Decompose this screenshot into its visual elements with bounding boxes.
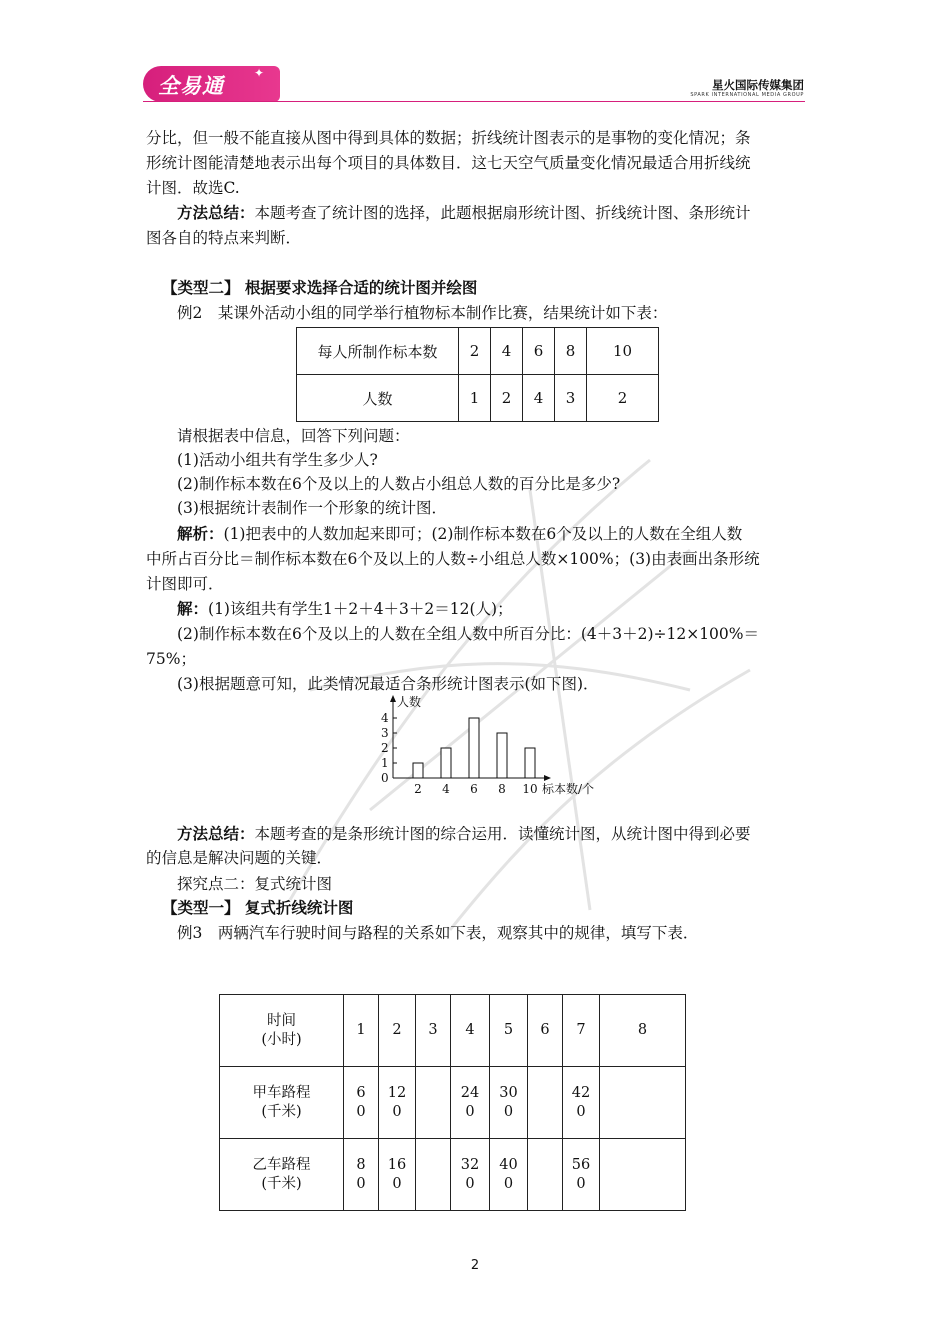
- brand-name: 星火国际传媒集团: [712, 78, 804, 92]
- distance-table: [219, 994, 686, 1211]
- table-cell: 8: [555, 328, 587, 375]
- table-cell: [490, 1139, 528, 1211]
- example-2-intro: 例2 某课外活动小组的同学举行植物标本制作比赛，结果统计如下表：: [177, 304, 668, 322]
- table-cell: [600, 1067, 686, 1139]
- table-cell: 2: [587, 375, 659, 422]
- question-intro: 请根据表中信息，回答下列问题：: [177, 427, 410, 445]
- text-line: 图各自的特点来判断．: [146, 229, 302, 247]
- cell-line: 0: [503, 1103, 514, 1120]
- cell-line: (千米): [261, 1103, 302, 1120]
- text-line: (2)制作标本数在6个及以上的人数在全组人数中所百分比：(4＋3＋2)÷12×100%＝: [177, 625, 760, 643]
- table-cell: 2: [491, 375, 523, 422]
- text-line: 形统计图能清楚地表示出每个项目的具体数目．这七天空气质量变化情况最适合用折线统: [146, 154, 751, 172]
- cell-line: 0: [576, 1175, 586, 1192]
- analysis-label: 解析：: [177, 525, 224, 543]
- bar: [413, 763, 423, 778]
- table-cell: [563, 1139, 600, 1211]
- x-tick-label: 4: [442, 782, 450, 796]
- cell-line: (小时): [261, 1031, 302, 1048]
- question-2: (2)制作标本数在6个及以上的人数占小组总人数的百分比是多少?: [177, 475, 621, 493]
- table-cell: 6: [528, 995, 563, 1067]
- table-cell: [600, 1139, 686, 1211]
- x-tick-label: 8: [498, 782, 506, 796]
- method-summary-label: 方法总结：: [177, 825, 255, 843]
- question-1: (1)活动小组共有学生多少人?: [177, 451, 378, 469]
- table-cell: 人数: [297, 375, 459, 422]
- text-line: (3)根据题意可知，此类情况最适合条形统计图表示(如下图)．: [177, 675, 599, 693]
- cell-line: 0: [356, 1103, 366, 1120]
- example-3-intro: 例3 两辆汽车行驶时间与路程的关系如下表，观察其中的规律，填写下表．: [177, 924, 699, 942]
- text-line: 分比，但一般不能直接从图中得到具体的数据；折线统计图表示的是事物的变化情况；条: [146, 129, 751, 147]
- table-cell: [416, 1139, 451, 1211]
- page-number: 2: [470, 1258, 480, 1273]
- method-summary-label: 方法总结：: [177, 204, 255, 222]
- table-cell: 每人所制作标本数: [297, 328, 459, 375]
- cell-line: 24: [460, 1084, 480, 1101]
- cell-line: 甲车路程: [252, 1084, 311, 1101]
- cell-line: 乙车路程: [252, 1156, 311, 1173]
- text-line: 中所占百分比＝制作标本数在6个及以上的人数÷小组总人数×100%；(3)由表画出条形统: [146, 550, 760, 568]
- bar-chart: [360, 694, 610, 800]
- table-cell: 2: [379, 995, 416, 1067]
- cell-line: 时间: [267, 1012, 296, 1029]
- solution-text: (1)该组共有学生1＋2＋4＋3＋2＝12(人)；: [208, 600, 513, 618]
- cell-line: (千米): [261, 1175, 302, 1192]
- table-cell: [490, 1067, 528, 1139]
- cell-line: 0: [392, 1175, 402, 1192]
- table-cell: [451, 1139, 490, 1211]
- table-row: [220, 1139, 686, 1211]
- bar: [469, 718, 479, 778]
- text-line: 计图即可．: [146, 575, 224, 593]
- analysis-line: [177, 522, 742, 546]
- bar-group: [413, 718, 535, 778]
- table-row: [220, 995, 686, 1067]
- table-cell: [379, 1139, 416, 1211]
- x-tick-label: 10: [522, 782, 538, 796]
- table-cell: 1: [459, 375, 491, 422]
- method-summary-text: 本题考查了统计图的选择，此题根据扇形统计图、折线统计图、条形统计: [254, 204, 751, 222]
- table-cell: 4: [523, 375, 555, 422]
- header-divider: [143, 101, 805, 102]
- method-summary-line: [177, 822, 751, 846]
- table-cell: [220, 1139, 344, 1211]
- bar: [525, 748, 535, 778]
- table-cell: [416, 1067, 451, 1139]
- cell-line: 0: [576, 1103, 586, 1120]
- table-cell: [528, 1067, 563, 1139]
- table-cell: [220, 995, 344, 1067]
- text-line: 计图．故选C.: [146, 179, 240, 197]
- y-tick-label: 3: [381, 726, 389, 740]
- cell-line: 56: [571, 1156, 591, 1173]
- analysis-text: (1)把表中的人数加起来即可；(2)制作标本数在6个及以上的人数在全组人数: [223, 525, 743, 543]
- x-axis-label: 标本数/个: [542, 782, 595, 796]
- bar: [497, 733, 507, 778]
- table-cell: [220, 1067, 344, 1139]
- y-tick-label: 0: [381, 771, 389, 785]
- y-tick-label: 1: [381, 756, 389, 770]
- table-cell: [344, 1067, 379, 1139]
- cell-line: 0: [356, 1175, 366, 1192]
- table-cell: 2: [459, 328, 491, 375]
- table-cell: 4: [491, 328, 523, 375]
- table-cell: 8: [600, 995, 686, 1067]
- y-tick-group: [381, 711, 397, 785]
- solution-line: [177, 597, 513, 621]
- explore-point-title: 探究点二：复式统计图: [177, 875, 333, 893]
- bar: [441, 748, 451, 778]
- section-title-type2: 【类型二】 根据要求选择合适的统计图并绘图: [162, 279, 478, 297]
- cell-line: 16: [387, 1156, 407, 1173]
- cell-line: 0: [503, 1175, 514, 1192]
- specimen-table: [296, 327, 659, 422]
- table-cell: 3: [555, 375, 587, 422]
- question-3: (3)根据统计表制作一个形象的统计图．: [177, 499, 447, 517]
- cell-line: 0: [392, 1103, 402, 1120]
- cell-line: 32: [460, 1156, 480, 1173]
- table-cell: 6: [523, 328, 555, 375]
- table-cell: 1: [344, 995, 379, 1067]
- y-tick-label: 4: [381, 711, 389, 725]
- brand-subtitle: SPARK INTERNATIONAL MEDIA GROUP: [690, 92, 804, 98]
- x-tick-label: 6: [470, 782, 478, 796]
- table-cell: 4: [451, 995, 490, 1067]
- solution-label: 解：: [177, 600, 209, 618]
- cell-line: 30: [499, 1084, 518, 1101]
- table-cell: 5: [490, 995, 528, 1067]
- section-title-type1: 【类型一】 复式折线统计图: [162, 899, 354, 917]
- text-line: 的信息是解决问题的关键．: [146, 849, 333, 867]
- x-tick-group: [414, 782, 537, 796]
- table-row: [220, 1067, 686, 1139]
- cell-line: 12: [387, 1084, 407, 1101]
- cell-line: 6: [356, 1084, 366, 1101]
- cell-line: 0: [465, 1103, 475, 1120]
- method-summary-text: 本题考查的是条形统计图的综合运用．读懂统计图，从统计图中得到必要: [254, 825, 751, 843]
- y-axis-arrow: [390, 695, 396, 702]
- cell-line: 8: [356, 1156, 366, 1173]
- table-cell: [451, 1067, 490, 1139]
- table-cell: 10: [587, 328, 659, 375]
- table-row: [297, 375, 659, 422]
- table-cell: 7: [563, 995, 600, 1067]
- y-tick-label: 2: [381, 741, 389, 755]
- table-cell: [379, 1067, 416, 1139]
- cell-line: 42: [571, 1084, 591, 1101]
- x-tick-label: 2: [414, 782, 422, 796]
- table-cell: [344, 1139, 379, 1211]
- method-summary-line: [177, 201, 751, 225]
- table-cell: [563, 1067, 600, 1139]
- sparkle-icon: ✦: [254, 66, 265, 80]
- table-cell: [528, 1139, 563, 1211]
- cell-line: 0: [465, 1175, 475, 1192]
- table-row: [297, 328, 659, 375]
- cell-line: 40: [499, 1156, 518, 1173]
- logo-text: 全易通: [158, 74, 224, 98]
- x-axis-arrow: [544, 775, 551, 781]
- y-axis-label: 人数: [397, 695, 422, 709]
- table-cell: 3: [416, 995, 451, 1067]
- text-line: 75%；: [146, 650, 196, 668]
